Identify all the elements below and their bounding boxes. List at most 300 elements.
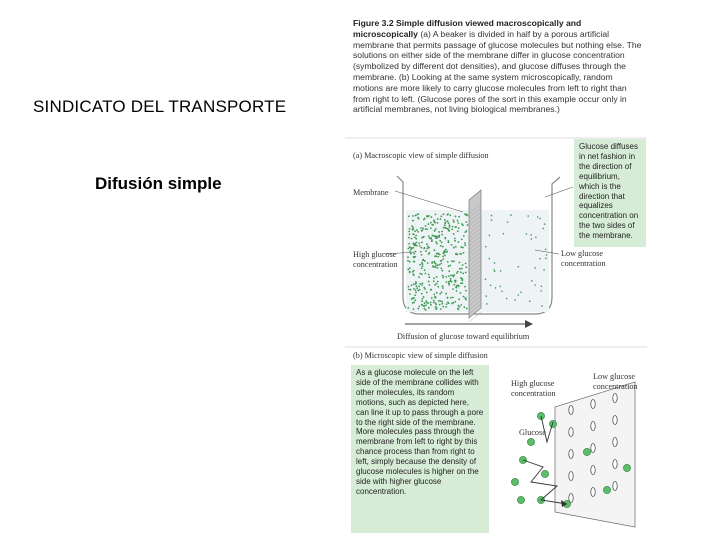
membrane-pore [613,438,617,447]
glucose-dot [541,305,543,307]
glucose-dot [445,306,447,308]
glucose-dot [491,219,493,221]
glucose-dot [417,213,419,215]
glucose-dot [427,247,429,249]
glucose-dot [436,292,438,294]
glucose-dot [449,215,451,217]
glucose-dot [416,242,418,244]
glucose-dot [454,240,456,242]
glucose-dot [431,216,433,218]
glucose-dot [441,301,443,303]
glucose-dot [514,299,516,301]
membrane-pore [591,488,595,497]
glucose-dot [449,224,451,226]
glucose-dot [527,215,529,217]
glucose-dot [453,220,455,222]
membrane-pore [591,400,595,409]
glucose-dot [438,235,440,237]
glucose-dot [440,245,442,247]
glucose-dot [530,238,532,240]
glucose-dot [409,234,411,236]
glucose-dot [453,247,455,249]
glucose-dot [428,235,430,237]
glucose-dot [460,271,462,273]
glucose-dot [436,252,438,254]
glucose-dot [435,213,437,215]
glucose-dot [409,272,411,274]
glucose-dot [450,278,452,280]
glucose-dot [485,246,487,248]
glucose-dot [461,238,463,240]
glucose-dot [419,273,421,275]
glucose-dot [419,264,421,266]
glucose-dot [421,267,423,269]
membrane-pore [569,428,573,437]
glucose-dot [411,225,413,227]
glucose-dot [445,249,447,251]
glucose-dot [446,281,448,283]
glucose-dot [433,261,435,263]
glucose-dot [456,290,458,292]
glucose-dot [415,281,417,283]
glucose-molecule [541,470,548,477]
glucose-dot [458,305,460,307]
glucose-dot [455,215,457,217]
glucose-dot [540,290,542,292]
glucose-dot [463,235,465,237]
glucose-dot [444,227,446,229]
glucose-dot [500,286,502,288]
glucose-dot [408,289,410,291]
glucose-dot [442,285,444,287]
glucose-dot [414,294,416,296]
glucose-dot [434,230,436,232]
glucose-dot [421,237,423,239]
glucose-dot [423,287,425,289]
glucose-dot [460,304,462,306]
glucose-dot [425,250,427,252]
glucose-dot [413,283,415,285]
glucose-dot [430,304,432,306]
glucose-dot [526,233,528,235]
glucose-dot [461,282,463,284]
figure-caption-body: (a) A beaker is divided in half by a porous artificial membrane that permits passage of glucose molecules but nothing else. The solutions on either side of the membrane differ in glucose concentration (symbolized by different dot densities), and glucose diffuses through the membrane. (b) Looking at the same system microscopically, random motions are more likely to carry glucose molecules from left to right than from right to left. (Glucose pores of the sort in this example occur only in artificial membranes, not living biological membranes.) [353,28,642,115]
membrane-pore [613,482,617,491]
glucose-dot [457,308,459,310]
glucose-molecule [583,448,590,455]
glucose-molecule [517,496,524,503]
glucose-dot [436,283,438,285]
glucose-dot [431,297,433,299]
glucose-dot [414,237,416,239]
glucose-dot [408,286,410,288]
glucose-dot [531,280,533,282]
glucose-dot [435,302,437,304]
glucose-dot [447,213,449,215]
glucose-dot [460,277,462,279]
glucose-dot [457,220,459,222]
glucose-dot [428,215,430,217]
slide-subtitle: Difusión simple [95,174,222,193]
glucose-dot [431,261,433,263]
glucose-dot [421,300,423,302]
glucose-dot [455,253,457,255]
glucose-dot [446,303,448,305]
equilibrium-arrow [405,320,533,328]
glucose-dot [435,255,437,257]
glucose-dot [419,245,421,247]
glucose-dot [436,307,438,309]
glucose-molecule [623,464,630,471]
glucose-dot [433,294,435,296]
glucose-dot [414,299,416,301]
glucose-dot [425,304,427,306]
glucose-dot [412,271,414,273]
glucose-dot [417,231,419,233]
glucose-dot [458,216,460,218]
glucose-dot [413,244,415,246]
glucose-dot [449,265,451,267]
glucose-dot [427,245,429,247]
glucose-dot [424,273,426,275]
glucose-dot [435,235,437,237]
glucose-dot [455,226,457,228]
glucose-dot [427,262,429,264]
glucose-dot [445,293,447,295]
membrane-pore [613,394,617,403]
glucose-dot [440,308,442,310]
glucose-dot [429,284,431,286]
glucose-dot [545,258,547,260]
glucose-dot [495,287,497,289]
glucose-dot [428,281,430,283]
glucose-dot [461,268,463,270]
membrane-pore [613,460,617,469]
glucose-dot [464,297,466,299]
glucose-dot [448,242,450,244]
glucose-dot [412,215,414,217]
glucose-dot [424,308,426,310]
glucose-dot [442,277,444,279]
glucose-dot [447,261,449,263]
glucose-dot [539,258,541,260]
glucose-dot [433,249,435,251]
glucose-dot [465,290,467,292]
glucose-dot [422,227,424,229]
glucose-dot [444,219,446,221]
glucose-dot [429,238,431,240]
glucose-dot [539,218,541,220]
panel-b-title: (b) Microscopic view of simple diffusion [353,351,488,360]
glucose-molecule [549,420,556,427]
glucose-dot [545,248,547,250]
glucose-dot [517,294,519,296]
glucose-dot [454,301,456,303]
glucose-dot [408,215,410,217]
glucose-dot [520,291,522,293]
glucose-dot [425,228,427,230]
glucose-dot [430,302,432,304]
membrane-pore [569,450,573,459]
glucose-dot [529,300,531,302]
glucose-dot [465,262,467,264]
glucose-dot [420,251,422,253]
glucose-dot [417,308,419,310]
glucose-dot [418,242,420,244]
glucose-dot [424,247,426,249]
panel-a-title: (a) Macroscopic view of simple diffusion [353,151,489,160]
glucose-dot [441,234,443,236]
glucose-dot [422,229,424,231]
glucose-dot [411,229,413,231]
glucose-dot [458,262,460,264]
glucose-dot [448,282,450,284]
glucose-dot [408,243,410,245]
glucose-dot [415,235,417,237]
glucose-dot [442,246,444,248]
glucose-dot [428,274,430,276]
glucose-molecule [511,478,518,485]
glucose-dot [414,230,416,232]
glucose-dot [518,266,520,268]
glucose-label: Glucose [519,428,546,437]
glucose-dot [426,243,428,245]
glucose-dot [436,243,438,245]
glucose-dot [413,288,415,290]
glucose-dot [409,246,411,248]
glucose-dot [541,286,543,288]
glucose-dot [426,292,428,294]
glucose-dot [448,270,450,272]
slide-title: SINDICATO DEL TRANSPORTE [33,97,287,116]
glucose-dot [424,302,426,304]
glucose-dot [416,287,418,289]
glucose-dot [460,246,462,248]
glucose-dot [437,267,439,269]
glucose-dot [510,214,512,216]
glucose-dot [453,233,455,235]
glucose-dot [435,241,437,243]
membrane-pore [591,444,595,453]
glucose-dot [434,284,436,286]
glucose-dot [452,226,454,228]
glucose-dot [413,302,415,304]
glucose-dot [421,304,423,306]
glucose-dot [448,222,450,224]
glucose-molecule [527,438,534,445]
glucose-dot [486,303,488,305]
glucose-dot [409,228,411,230]
glucose-dot [451,228,453,230]
glucose-dot [412,308,414,310]
glucose-dot [445,276,447,278]
glucose-dot [459,253,461,255]
glucose-dot [432,224,434,226]
glucose-dot [420,227,422,229]
glucose-dot [491,215,493,217]
glucose-dot [544,223,546,225]
glucose-dot [453,221,455,223]
glucose-dot [454,238,456,240]
glucose-dot [443,213,445,215]
glucose-dot [428,276,430,278]
glucose-dot [439,304,441,306]
glucose-dot [488,258,490,260]
glucose-dot [489,234,491,236]
glucose-dot [506,298,508,300]
membrane-pore [569,472,573,481]
glucose-dot [442,306,444,308]
glucose-dot [422,282,424,284]
glucose-dot [447,297,449,299]
glucose-dot [425,225,427,227]
glucose-dot [437,281,439,283]
high-glucose-label: High glucose concentration [353,250,398,269]
glucose-dot [408,231,410,233]
glucose-dot [537,216,539,218]
glucose-dot [458,222,460,224]
glucose-dot [463,252,465,254]
glucose-dot [448,302,450,304]
glucose-dot [493,269,495,271]
glucose-dot [453,284,455,286]
glucose-dot [435,237,437,239]
high-glucose-label-b: High glucose concentration [511,379,556,398]
glucose-dot [409,293,411,295]
glucose-dot [421,262,423,264]
glucose-dot [441,241,443,243]
panel-b-note: As a glucose molecule on the left side of the membrane collides with other molecules, its random motions, such as depicted here, can line it up to pass through a pore to the right side of the membrane. More molecules pass through the membrane from left to right by this chance process than from right to left, simply because the density of glucose molecules is higher on the side with higher glucose concentration. [351,365,489,533]
glucose-dot [436,276,438,278]
glucose-dot [417,217,419,219]
glucose-dot [421,284,423,286]
glucose-dot [466,230,468,232]
textbook-figure [345,12,647,536]
glucose-dot [415,238,417,240]
glucose-dot [463,296,465,298]
glucose-dot [440,260,442,262]
glucose-dot [464,242,466,244]
glucose-dot [418,306,420,308]
glucose-dot [421,293,423,295]
glucose-dot [455,246,457,248]
glucose-dot [444,225,446,227]
low-glucose-label-b: Low glucose concentration [593,372,638,391]
glucose-dot [418,286,420,288]
glucose-dot [444,223,446,225]
glucose-dot [457,285,459,287]
glucose-dot [448,230,450,232]
glucose-dot [412,227,414,229]
glucose-dot [415,289,417,291]
glucose-dot [466,308,468,310]
glucose-dot [423,305,425,307]
glucose-dot [546,254,548,256]
glucose-dot [421,242,423,244]
glucose-dot [412,273,414,275]
membrane-label: Membrane [353,188,389,197]
glucose-dot [420,247,422,249]
glucose-dot [437,286,439,288]
glucose-dot [432,235,434,237]
glucose-dot [464,286,466,288]
glucose-dot [438,300,440,302]
glucose-dot [490,284,492,286]
glucose-dot [441,303,443,305]
glucose-dot [485,278,487,280]
glucose-dot [424,260,426,262]
glucose-dot [424,269,426,271]
glucose-dot [411,238,413,240]
glucose-dot [442,275,444,277]
glucose-dot [415,215,417,217]
glucose-dot [447,220,449,222]
glucose-dot [430,227,432,229]
glucose-dot [413,233,415,235]
glucose-dot [450,297,452,299]
glucose-dot [426,302,428,304]
glucose-dot [465,221,467,223]
glucose-dot [448,265,450,267]
glucose-dot [428,307,430,309]
glucose-dot [494,271,496,273]
membrane-pore [613,416,617,425]
glucose-dot [444,238,446,240]
glucose-dot [464,244,466,246]
glucose-dot [433,280,435,282]
glucose-dot [418,276,420,278]
glucose-dot [442,258,444,260]
glucose-dot [445,251,447,253]
glucose-dot [448,275,450,277]
membrane-pore [591,466,595,475]
glucose-dot [503,233,505,235]
glucose-dot [457,271,459,273]
glucose-dot [424,218,426,220]
glucose-dot [449,226,451,228]
glucose-dot [419,283,421,285]
glucose-dot [451,244,453,246]
glucose-dot [439,240,441,242]
glucose-dot [465,266,467,268]
glucose-dot [441,231,443,233]
glucose-dot [458,298,460,300]
glucose-dot [543,228,545,230]
glucose-dot [457,241,459,243]
glucose-dot [435,296,437,298]
glucose-dot [467,224,469,226]
glucose-dot [437,222,439,224]
glucose-dot [451,303,453,305]
glucose-dot [457,230,459,232]
glucose-dot [407,307,409,309]
glucose-dot [437,218,439,220]
glucose-dot [535,237,537,239]
glucose-dot [415,291,417,293]
glucose-dot [452,288,454,290]
glucose-dot [534,267,536,269]
glucose-dot [412,220,414,222]
glucose-dot [459,292,461,294]
glucose-dot [422,259,424,261]
glucose-dot [455,280,457,282]
glucose-dot [411,284,413,286]
membrane-pore [569,406,573,415]
glucose-dot [534,284,536,286]
glucose-dot [433,277,435,279]
glucose-dot [440,218,442,220]
glucose-dot [501,291,503,293]
